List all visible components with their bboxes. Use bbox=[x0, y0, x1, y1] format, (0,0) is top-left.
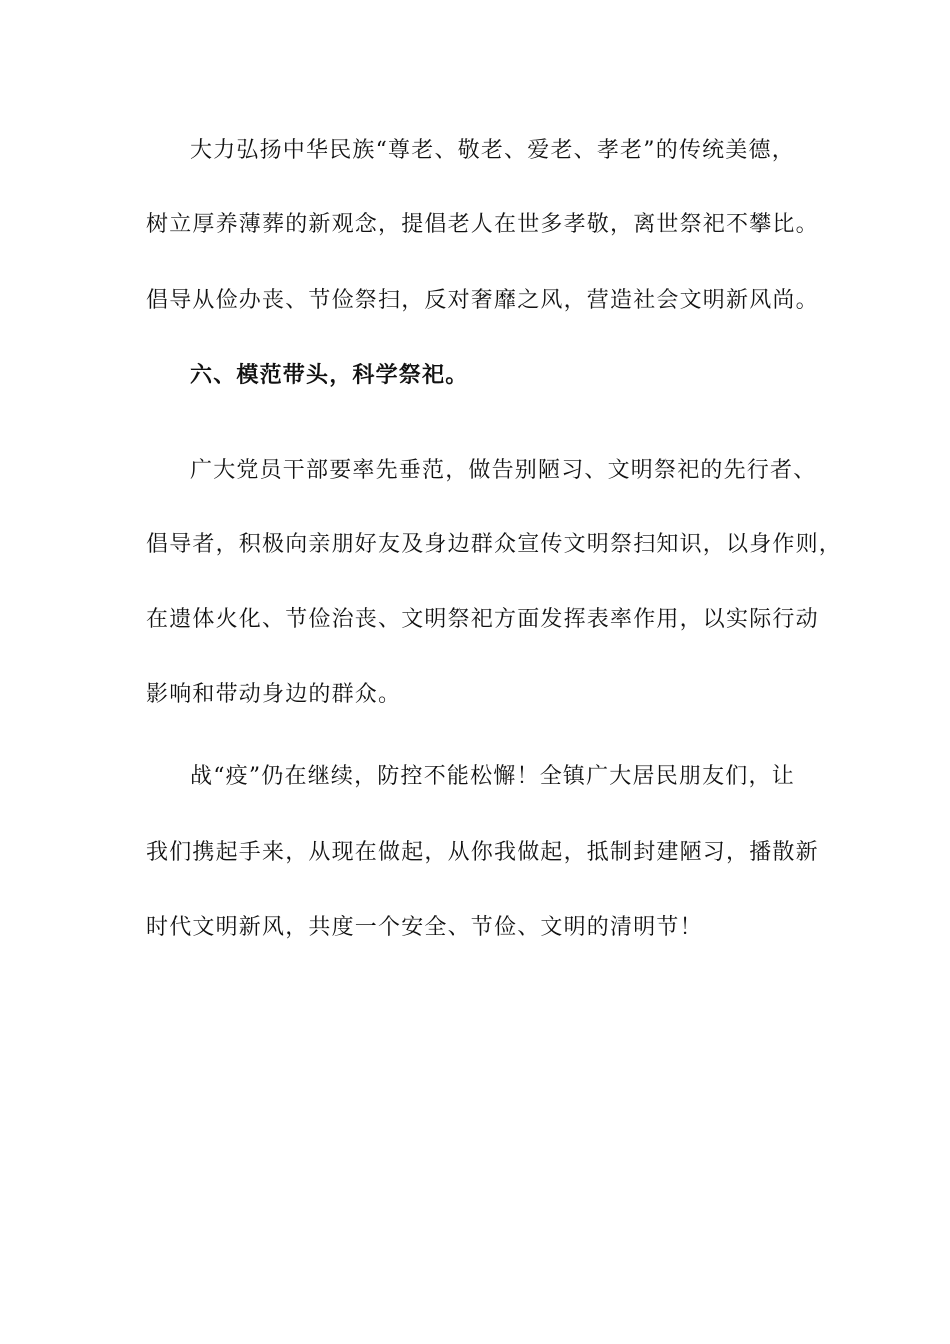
paragraph-3-line-2: 我们携起手来，从现在做起，从你我做起，抵制封建陋习，播散新 bbox=[146, 840, 819, 865]
paragraph-2-line-1: 广大党员干部要率先垂范，做告别陋习、文明祭祀的先行者、 bbox=[190, 458, 817, 483]
paragraph-3-line-3: 时代文明新风，共度一个安全、节俭、文明的清明节！ bbox=[146, 915, 703, 940]
paragraph-2-line-4: 影响和带动身边的群众。 bbox=[146, 682, 402, 707]
section-heading-6: 六、模范带头，科学祭祀。 bbox=[190, 362, 469, 388]
paragraph-1-line-1: 大力弘扬中华民族“尊老、敬老、爱老、孝老”的传统美德， bbox=[190, 138, 795, 163]
paragraph-1-line-3: 倡导从俭办丧、节俭祭扫，反对奢靡之风，营造社会文明新风尚。 bbox=[146, 288, 819, 313]
paragraph-1-line-2: 树立厚养薄葬的新观念，提倡老人在世多孝敬，离世祭祀不攀比。 bbox=[146, 212, 819, 237]
paragraph-3-line-1: 战“疫”仍在继续，防控不能松懈！全镇广大居民朋友们，让 bbox=[190, 764, 795, 789]
paragraph-2-line-2: 倡导者，积极向亲朋好友及身边群众宣传文明祭扫知识，以身作则， bbox=[146, 532, 843, 557]
paragraph-2-line-3: 在遗体火化、节俭治丧、文明祭祀方面发挥表率作用，以实际行动 bbox=[146, 607, 819, 632]
